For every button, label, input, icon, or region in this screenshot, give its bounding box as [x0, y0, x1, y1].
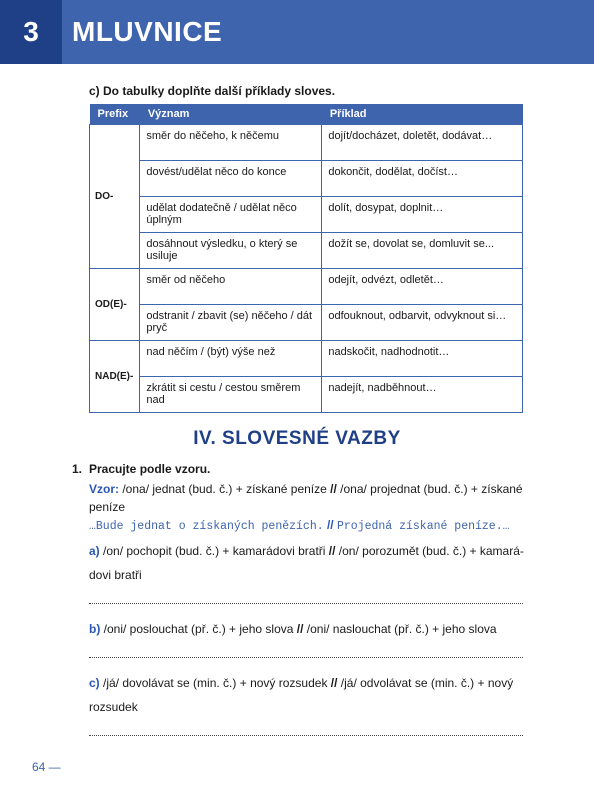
example-cell: dojít/docházet, doletět, dodávat… — [322, 124, 523, 160]
meaning-cell: směr do něčeho, k něčemu — [140, 124, 322, 160]
column-header-meaning: Význam — [140, 104, 322, 124]
item-label: b) — [89, 622, 101, 636]
vzor-text: /ona/ jednat (bud. č.) + získané peníze — [119, 482, 331, 496]
item-a — [89, 542, 529, 560]
meaning-cell: zkrátit si cestu / cestou směrem nad — [140, 376, 322, 412]
table-row — [90, 304, 523, 340]
table-row — [90, 124, 523, 160]
chapter-header — [0, 0, 594, 64]
prefix-cell: DO- — [90, 124, 140, 268]
answer-line[interactable] — [89, 735, 523, 736]
item-a-cont: dovi bratři — [89, 568, 142, 582]
item-b — [89, 620, 529, 638]
task-instruction: c) Do tabulky doplňte další příklady sloves. — [89, 84, 336, 98]
column-header-prefix: Prefix — [90, 104, 140, 124]
item-c-cont: rozsudek — [89, 700, 138, 714]
table-row — [90, 340, 523, 376]
exercise-number: 1. — [72, 462, 83, 476]
example-cell: dožít se, dovolat se, domluvit se... — [322, 232, 523, 268]
example-cell: dolít, dosypat, doplnit… — [322, 196, 523, 232]
sample-answer-2: Projedná získané peníze.… — [336, 520, 510, 533]
item-label: a) — [89, 544, 100, 558]
separator: // — [330, 482, 337, 496]
table-row — [90, 196, 523, 232]
answer-line[interactable] — [89, 603, 523, 604]
section-title: IV. SLOVESNÉ VAZBY — [193, 428, 401, 449]
vzor-line-cont: peníze — [89, 500, 126, 514]
chapter-title: MLUVNICE — [72, 16, 223, 47]
example-cell: odejít, odvézt, odletět… — [322, 268, 523, 304]
example-cell: nadejít, nadběhnout… — [322, 376, 523, 412]
column-header-example: Příklad — [322, 104, 523, 124]
item-label: c) — [89, 676, 100, 690]
meaning-cell: dosáhnout výsledku, o který se usiluje — [140, 232, 322, 268]
vzor-text: /ona/ projednat (bud. č.) + získané — [336, 482, 523, 496]
example-cell: odfouknout, odbarvit, odvyknout si… — [322, 304, 523, 340]
meaning-cell: udělat dodatečně / udělat něco úplným — [140, 196, 322, 232]
sample-answer-1: …Bude jednat o získaných penězích. — [89, 520, 324, 533]
meaning-cell: směr od něčeho — [140, 268, 322, 304]
prefix-cell: NAD(E)- — [90, 340, 140, 412]
item-text: /on/ porozumět (bud. č.) + kamará- — [335, 544, 524, 558]
prefix-table — [89, 104, 523, 413]
vzor-label: Vzor: — [89, 482, 119, 496]
page-number: 64 — — [32, 760, 61, 774]
table-row — [90, 376, 523, 412]
chapter-number: 3 — [0, 0, 62, 64]
table-row — [90, 268, 523, 304]
separator: // — [330, 676, 338, 690]
item-c — [89, 674, 529, 692]
exercise-instruction: Pracujte podle vzoru. — [89, 462, 211, 476]
prefix-cell: OD(E)- — [90, 268, 140, 340]
example-cell: dokončit, dodělat, dočíst… — [322, 160, 523, 196]
sample-answer — [89, 516, 529, 536]
table-row — [90, 232, 523, 268]
separator: // — [323, 518, 337, 532]
table-row — [90, 160, 523, 196]
item-text: /on/ pochopit (bud. č.) + kamarádovi bratři — [99, 544, 329, 558]
item-text: /já/ dovolávat se (min. č.) + nový rozsudek — [99, 676, 331, 690]
table-header-row — [90, 104, 523, 124]
item-text: /já/ odvolávat se (min. č.) + nový — [337, 676, 514, 690]
item-text: /oni/ naslouchat (př. č.) + jeho slova — [303, 622, 497, 636]
item-text: /oni/ poslouchat (př. č.) + jeho slova — [100, 622, 297, 636]
meaning-cell: odstranit / zbavit (se) něčeho / dát pryč — [140, 304, 322, 340]
vzor-line — [89, 480, 529, 498]
meaning-cell: nad něčím / (být) výše než — [140, 340, 322, 376]
meaning-cell: dovést/udělat něco do konce — [140, 160, 322, 196]
separator: // — [328, 544, 336, 558]
example-cell: nadskočit, nadhodnotit… — [322, 340, 523, 376]
separator: // — [296, 622, 304, 636]
answer-line[interactable] — [89, 657, 523, 658]
